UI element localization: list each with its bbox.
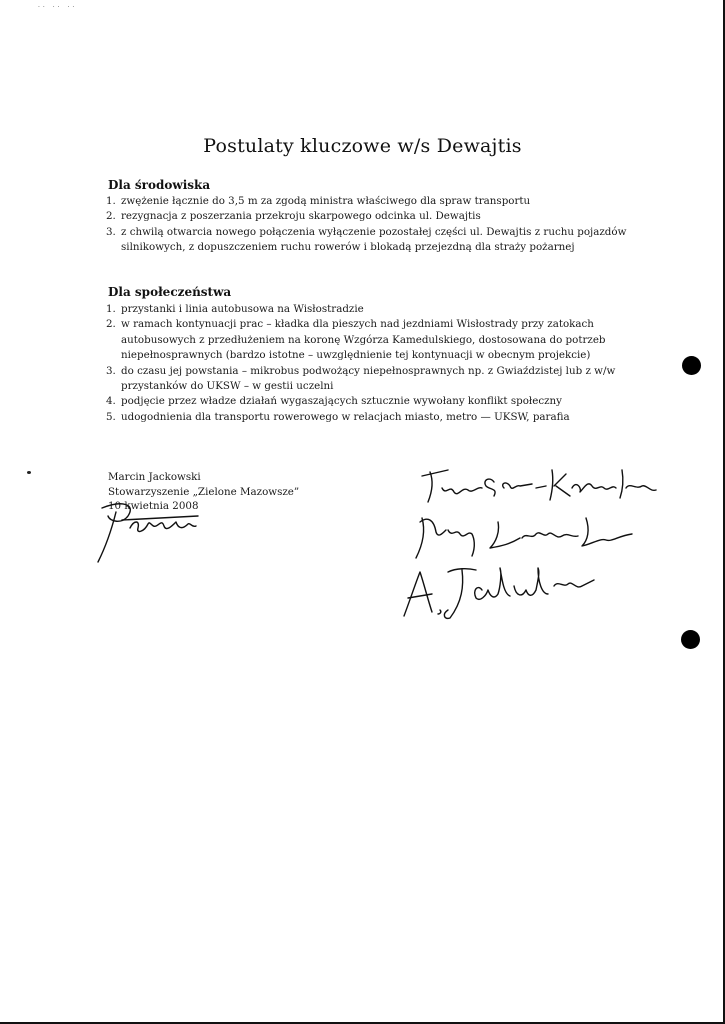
section-heading-environment: Dla środowiska — [108, 178, 211, 192]
handwritten-signature — [398, 560, 598, 622]
section-heading-society: Dla społeczeństwa — [108, 285, 232, 299]
punch-hole — [682, 356, 701, 375]
environment-list — [106, 194, 651, 256]
handwritten-signature — [92, 498, 202, 568]
handwritten-signature — [410, 508, 635, 560]
punch-hole — [681, 630, 700, 649]
list-item: 2. rezygnacja z poszerzania przekroju skarpowego odcinka ul. Dewajtis — [106, 210, 481, 223]
list-item: 1. przystanki i linia autobusowa na Wisłostradzie — [106, 303, 364, 315]
list-item: 4. podjęcie przez władze działań wygaszających sztucznie wywołany konflikt społeczny — [106, 395, 562, 408]
list-item: 3. do czasu jej powstania – mikrobus podwożący niepełnosprawnych np. z Gwiaździstej lub z w/w przystanków do UKSW – w gestii uczelni — [106, 364, 616, 393]
handwritten-signature — [420, 462, 660, 508]
society-list — [106, 302, 651, 425]
list-item: 1. zwężenie łącznie do 3,5 m za zgodą ministra właściwego dla spraw transportu — [106, 195, 531, 207]
signer-name: Marcin Jackowski — [108, 471, 201, 483]
list-item: 5. udogodnienia dla transportu rowerowego w relacjach miasto, metro — UKSW, parafia — [106, 410, 570, 423]
signer-organization: Stowarzyszenie „Zielone Mazowsze” — [108, 485, 300, 498]
list-item: 2. w ramach kontynuacji prac – kładka dla pieszych nad jezdniami Wisłostrady przy zatokach autobusowych z przedłużeniem na koronę Wzgórza Kamedulskiego, dostosowana do potrzeb niepełnosprawnych (bardzo istotne – uwzględnienie tej kontynuacji w obecnym projekcie) — [106, 318, 606, 362]
scan-speck — [27, 471, 31, 474]
signer-date: 10 kwietnia 2008 — [108, 500, 199, 512]
scan-artifact: ·· ·· ·· — [38, 4, 78, 11]
document-title: Postulaty kluczowe w/s Dewajtis — [203, 134, 522, 157]
list-item: 3. z chwilą otwarcia nowego połączenia wyłączenie pozostałej części ul. Dewajtis z ruchu pojazdów silnikowych, z dopuszczeniem ruchu rowerów i blokadą przejezdną dla straży pożarnej — [106, 225, 627, 254]
